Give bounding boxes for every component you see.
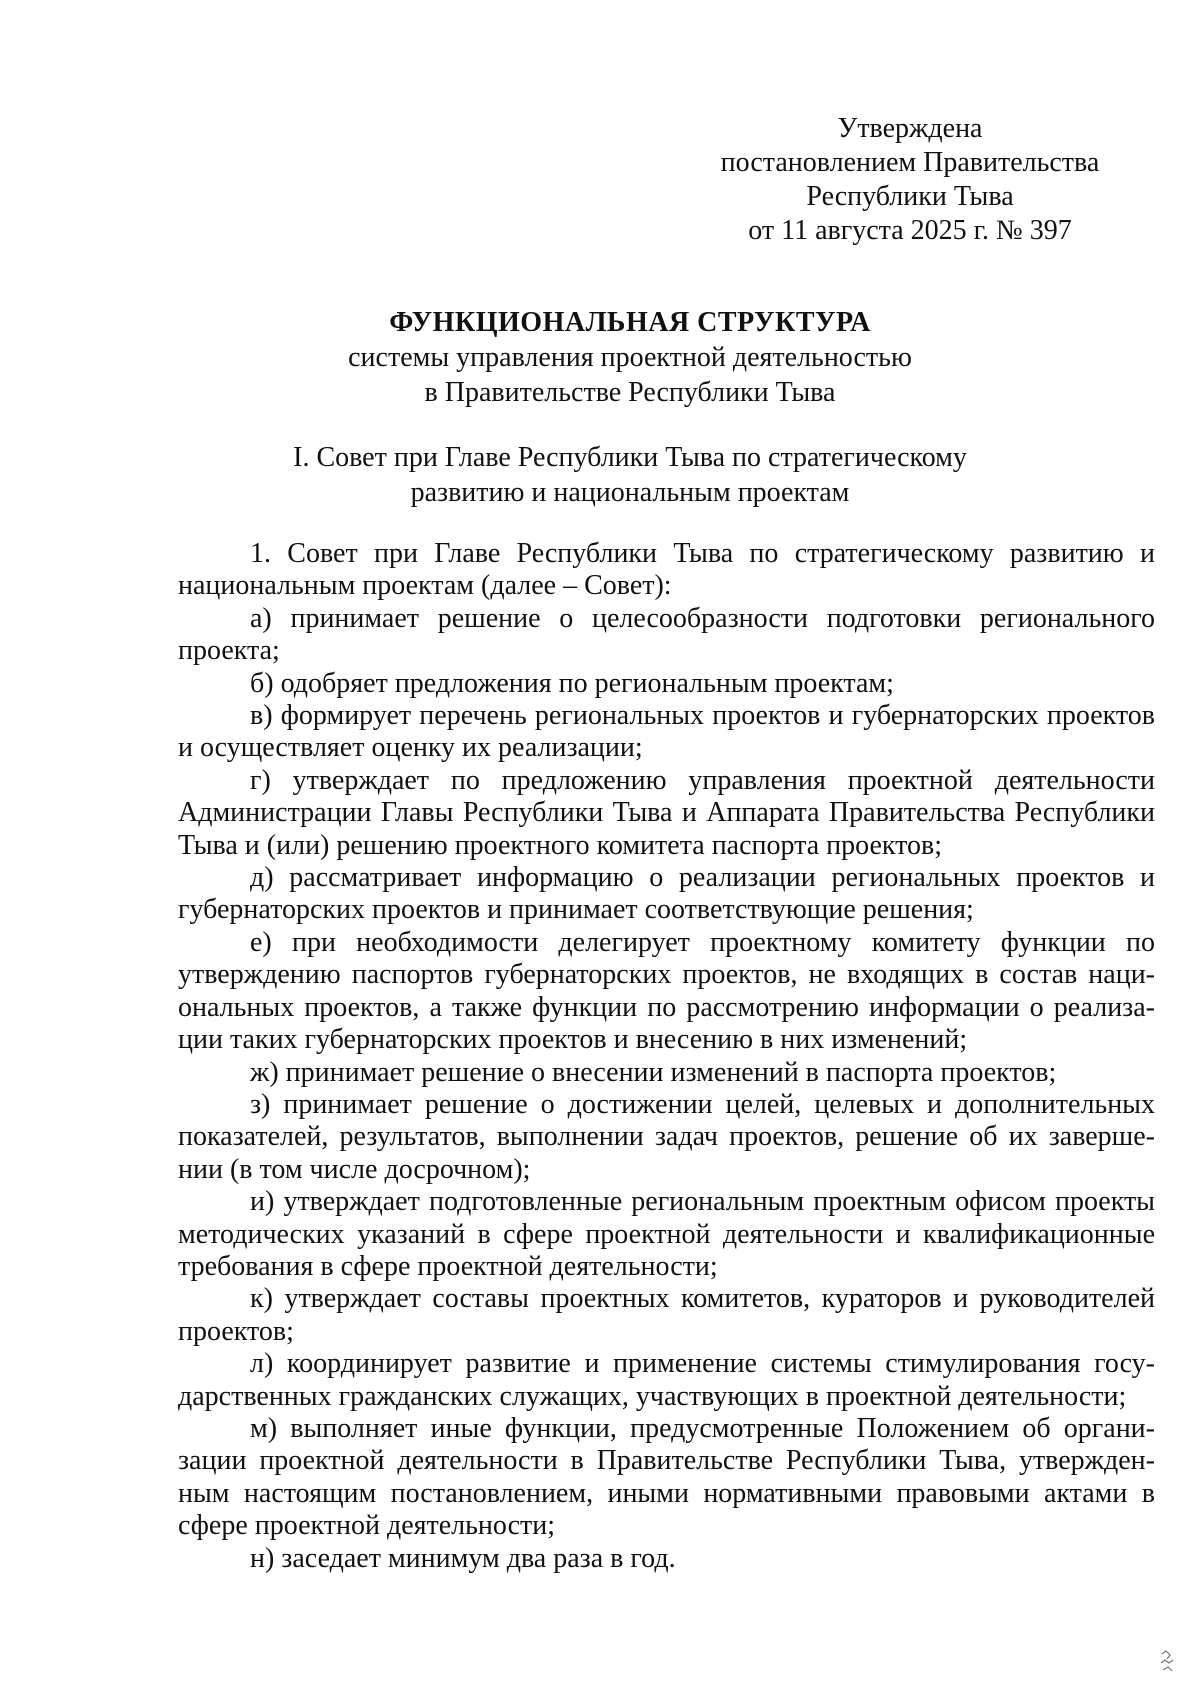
clause-zh: ж) принимает решение о внесении изменений в паспорта проектов; (250, 1056, 1057, 1088)
clause-m: м) выполняет иные функции, предусмотренные Положением об организации проектной деятельности в Правительстве Республики Тыва, утвержденным настоящим постановлением, иными нормативными правовыми актами в сфере проектной деятельности; (178, 1412, 1155, 1542)
paragraph-1: 1. Совет при Главе Республики Тыва по стратегическому развитию и национальным проектам (далее – Совет): (178, 538, 1155, 602)
clause-d: д) рассматривает информацию о реализации региональных проектов и губернаторских проектов и принимает соответствующие решения; (178, 862, 1155, 926)
document-title: ФУНКЦИОНАЛЬНАЯ СТРУКТУРА (389, 307, 871, 338)
clause-l: л) координирует развитие и применение системы стимулирования государственных гражданских служащих, участвующих в проектной деятельности; (178, 1348, 1155, 1412)
clause-n: н) заседает минимум два раза в год. (250, 1542, 676, 1574)
clause-b: б) одобряет предложения по региональным проектам; (250, 667, 894, 699)
clause-i: и) утверждает подготовленные региональным проектным офисом проекты методических указаний в сфере проектной деятельности и квалификационные требования в сфере проектной деятельности; (178, 1186, 1155, 1282)
approval-line: постановлением Правительства (720, 147, 1100, 178)
clause-g: г) утверждает по предложению управления проектной деятельности Администрации Главы Республики Тыва и Аппарата Правительства Республики Тыва и (или) решению проектного комитета паспорта проектов; (178, 764, 1155, 861)
scan-mark-icon (1158, 1650, 1178, 1676)
section-heading-line: развитию и национальным проектам (410, 477, 850, 508)
document-subtitle: системы управления проектной деятельностью (348, 342, 912, 373)
clause-v: в) формирует перечень региональных проектов и губернаторских проектов и осуществляет оценку их реализации; (178, 700, 1155, 764)
clause-e: е) при необходимости делегирует проектному комитету функции по утверждению паспортов губернаторских проектов, не входящих в состав национальных проектов, а также функции по рассмотрению информации о реализации таких губернаторских проектов и внесению в них изменений; (178, 926, 1155, 1056)
document-body (178, 538, 1155, 1575)
approval-line: Республики Тыва (806, 181, 1014, 212)
approval-block (700, 112, 1120, 248)
document-subtitle: в Правительстве Республики Тыва (424, 377, 836, 408)
approval-line: Утверждена (837, 113, 983, 144)
approval-date-line: от 11 августа 2025 г. № 397 (748, 215, 1072, 246)
section-heading (180, 440, 1080, 510)
section-heading-line: I. Совет при Главе Республики Тыва по стратегическому (293, 442, 967, 473)
clause-k: к) утверждает составы проектных комитетов, кураторов и руководителей проектов; (178, 1283, 1155, 1347)
document-title-block (180, 305, 1080, 410)
clause-a: а) принимает решение о целесообразности подготовки регионального проекта; (178, 602, 1155, 667)
clause-z: з) принимает решение о достижении целей, целевых и дополнительных показателей, результатов, выполнении задач проектов, решение об их завершении (в том числе досрочном); (178, 1088, 1155, 1185)
